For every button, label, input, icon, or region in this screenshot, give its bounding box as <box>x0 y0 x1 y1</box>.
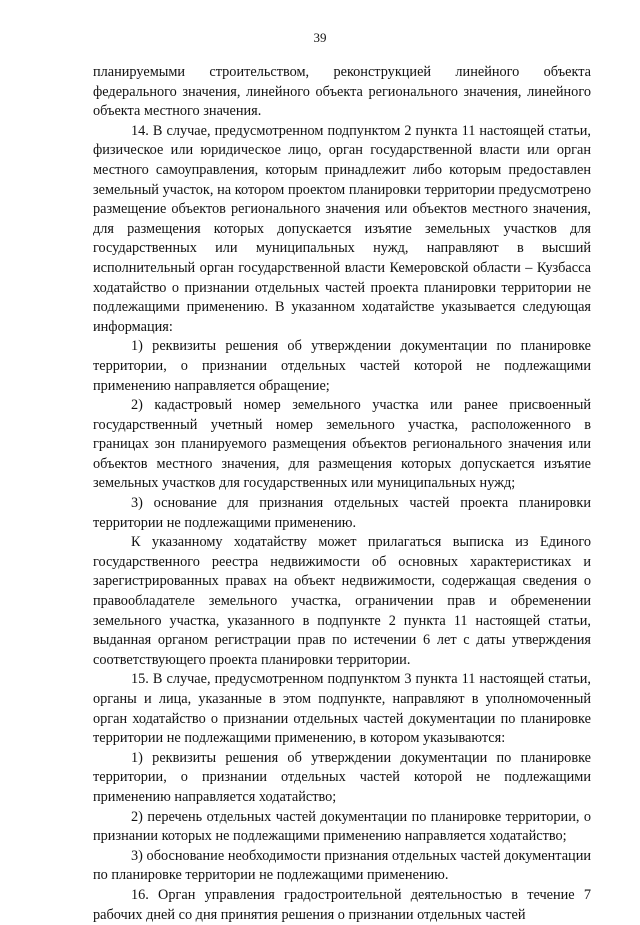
paragraph-clause-14: 14. В случае, предусмотренном подпунктом 2 пункта 11 настоящей статьи, физическое или юридическое лицо, орган государственной власти или орган местного самоуправления, которым принадлежит либо которым предоставлен земельный участок, на котором проектом планировки территории предусмотрено размещение объектов регионального значения или объектов местного значения, для размещения которых допускается изъятие земельных участков для государственных или муниципальных нужд, направляют в высший исполнительный орган государственной власти Кемеровской области – Кузбасса ходатайство о признании отдельных частей проекта планировки территории не подлежащими применению. В указанном ходатайстве указывается следующая информация: <box>93 122 591 335</box>
paragraph-clause-14-item-3: 3) основание для признания отдельных частей проекта планировки территории не подлежащими применению. <box>93 495 591 531</box>
paragraph-clause-14-item-1: 1) реквизиты решения об утверждении документации по планировке территории, о признании отдельных частей которой не подлежащими применению направляется обращение; <box>93 338 591 394</box>
page-number: 39 <box>313 30 327 45</box>
paragraph-clause-15-item-2: 2) перечень отдельных частей документации по планировке территории, о признании которых не подлежащими применению направляется ходатайство; <box>93 808 591 845</box>
paragraph-clause-16: 16. Орган управления градостроительной деятельностью в течение 7 рабочих дней со дня принятия решения о признании отдельных частей <box>93 886 591 923</box>
paragraph-continuation: планируемыми строительством, реконструкцией линейного объекта федерального значения, линейного объекта регионального значения, линейного объекта местного значения. <box>93 64 591 120</box>
paragraph-clause-14-attachment: К указанному ходатайству может прилагаться выписка из Единого государственного реестра недвижимости об основных характеристиках и зарегистрированных правах на объект недвижимости, содержащая сведения о правообладателе земельного участка, ограничении прав и обременении земельного участка, указанного в подпункте 2 пункта 11 настоящей статьи, выданная органом регистрации прав по истечении 6 лет с даты утверждения соответствующего проекта планировки территории. <box>93 534 591 668</box>
paragraph-clause-14-item-2: 2) кадастровый номер земельного участка или ранее присвоенный государственный учетный номер земельного участка, расположенного в границах зон планируемого размещения объектов регионального значения или объектов местного значения, для размещения которых допускается изъятие земельных участков для государственных или муниципальных нужд; <box>93 397 591 492</box>
paragraph-clause-15: 15. В случае, предусмотренном подпунктом 3 пункта 11 настоящей статьи, органы и лица, указанные в этом подпункте, направляют в уполномоченный орган ходатайство о признании отдельных частей документации по планировке территории не подлежащими применению, в котором указываются: <box>93 671 591 747</box>
paragraph-clause-15-item-3: 3) обоснование необходимости признания отдельных частей документации по планировке территории не подлежащими применению. <box>93 847 591 884</box>
paragraph-clause-15-item-1: 1) реквизиты решения об утверждении документации по планировке территории, о признании отдельных частей которой не подлежащими применению направляется ходатайство; <box>93 749 591 805</box>
document-body <box>93 63 591 925</box>
